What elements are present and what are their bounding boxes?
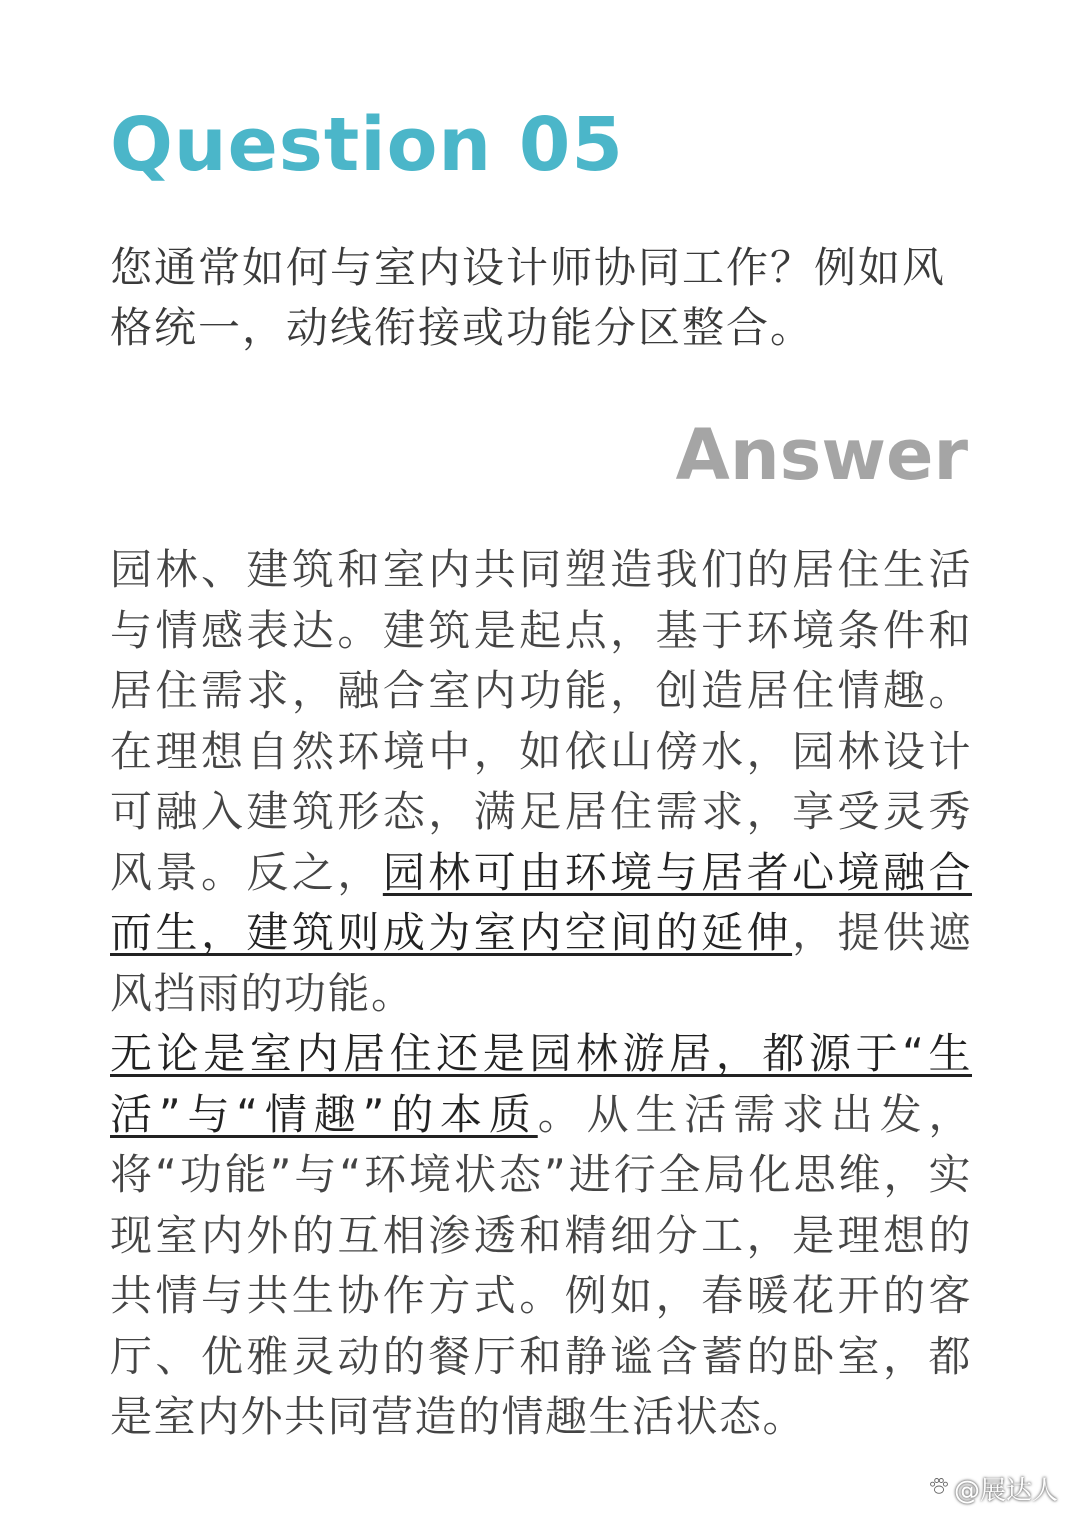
answer-heading: Answer (675, 414, 968, 496)
answer-paragraph-1 (110, 540, 972, 1024)
answer-text: 园林、建筑和室内共同塑造我们的居住生活与情感表达。建筑是起点，基于环境条件和居住需求，融合室内功能，创造居住情趣。在理想自然环境中，如依山傍水，园林设计可融入建筑形态，满足居住需求，享受灵秀风景。反之， (110, 545, 972, 897)
watermark-text: @展达人 (953, 1476, 1058, 1506)
watermark (928, 1470, 1058, 1507)
answer-paragraph-2 (110, 1024, 972, 1448)
question-heading: Question 05 (110, 102, 624, 188)
question-text: 您通常如何与室内设计师协同工作？例如风格统一，动线衔接或功能分区整合。 (110, 243, 947, 352)
underlined-highlight: 无论是室内居住还是园林游居，都源于“生活”与“情趣”的本质 (110, 1029, 972, 1139)
underlined-highlight: 园林可由环境与居者心境融合而生，建筑则成为室内空间的延伸 (110, 847, 972, 957)
paw-icon (928, 1474, 950, 1504)
answer-text: 。从生活需求出发，将“功能”与“环境状态”进行全局化思维，实现室内外的互相渗透和精细分工，是理想的共情与共生协作方式。例如，春暖花开的客厅、优雅灵动的餐厅和静谧含蓄的卧室，都是室内外共同营造的情趣生活状态。 (110, 1089, 972, 1441)
answer-text: ，提供遮风挡雨的功能。 (110, 908, 972, 1018)
answer-body (110, 540, 972, 1448)
